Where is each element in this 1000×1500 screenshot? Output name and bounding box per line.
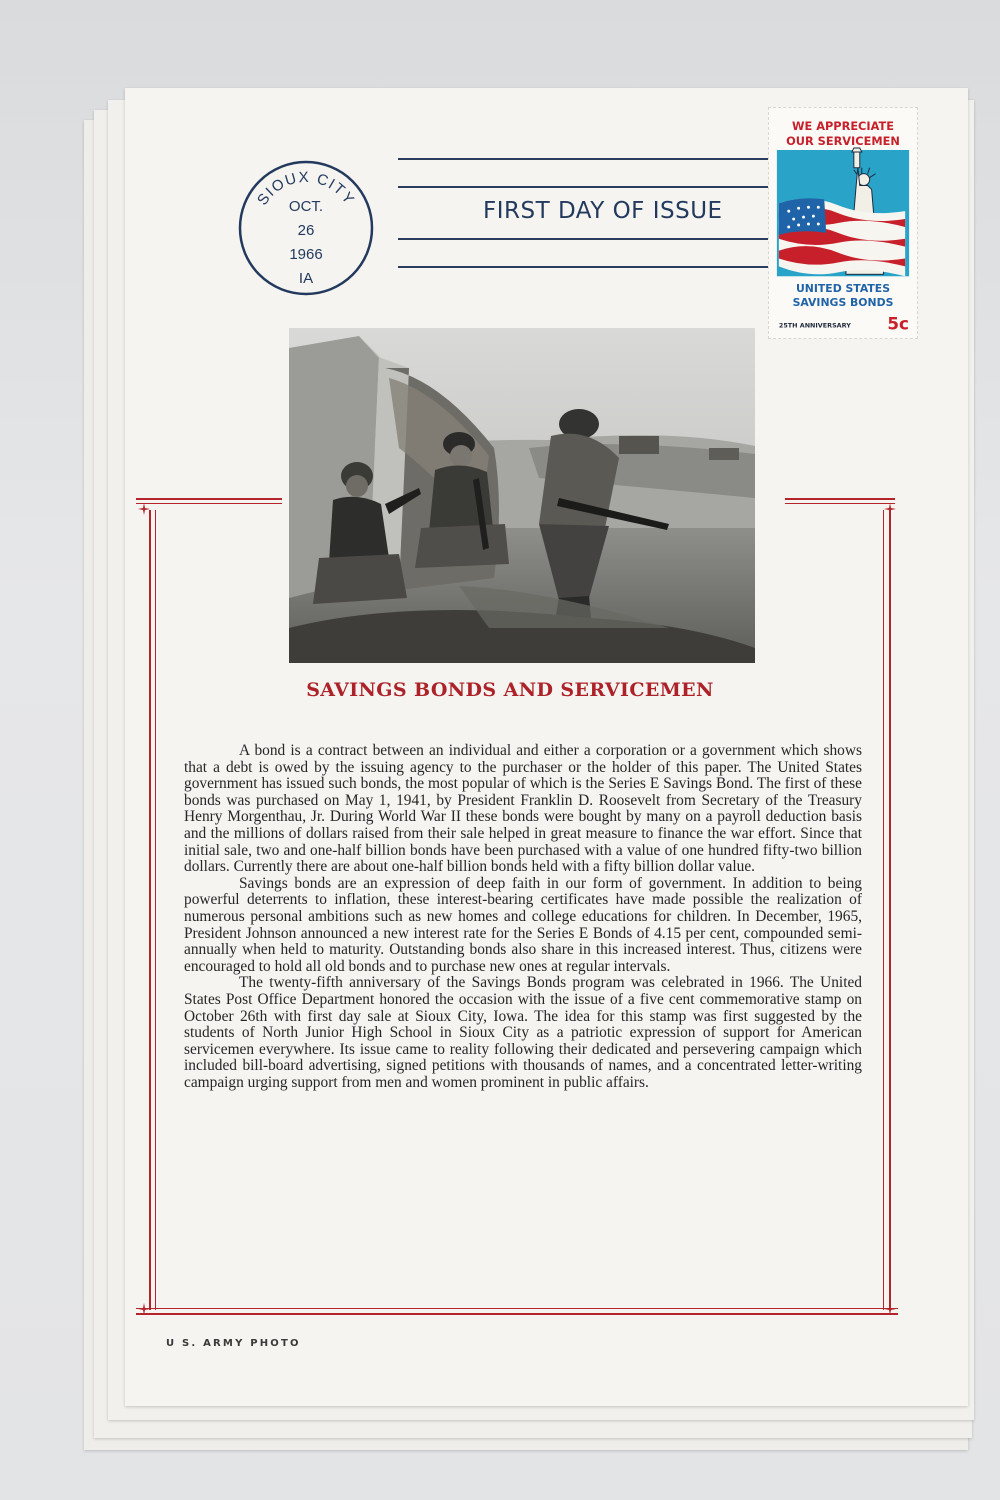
frame-left xyxy=(149,510,151,1310)
cancel-line xyxy=(398,238,800,240)
stamp-line1: WE APPRECIATE xyxy=(792,119,894,134)
soldiers-photo xyxy=(289,328,755,663)
commemorative-stamp xyxy=(768,107,918,339)
photo-credit: U S. ARMY PHOTO xyxy=(166,1338,301,1349)
stamp-anniversary: 25TH ANNIVERSARY xyxy=(778,321,851,330)
corner-ornament-icon xyxy=(138,503,150,515)
frame-right xyxy=(889,510,891,1310)
frame-top-right xyxy=(785,498,895,500)
article-title: SAVINGS BONDS AND SERVICEMEN xyxy=(306,679,714,701)
cancel-line xyxy=(398,158,800,160)
paragraph: A bond is a contract between an individual and either a corporation or a government which shows that a debt is owed by the issuing agency to the purchaser or the holder of this paper. The United States government has issued such bonds, the most popular of which is the Series E Savings Bond. The first of these bonds was purchased on May 1, 1941, by President Franklin D. Roosevelt from Secretary of the Treasury Henry Morgenthau, Jr. During World War II these bonds were bought by many on a payroll deduction basis and the millions of dollars raised from their sale helped in great measure to finance the war effort. Since that initial sale, two and one-half billion bonds have been purchased with a value of one hundred fifty-two billion dollars. Currently there are about one-half billion bonds held with a fifty billion dollar value. xyxy=(184,742,862,876)
cancel-line xyxy=(398,266,800,268)
paragraph: The twenty-fifth anniversary of the Savings Bonds program was celebrated in 1966. The United States Post Office Department honored the occasion with the issue of a five cent commemorative stamp on October 26th with first day sale at Sioux City, Iowa. The idea for this stamp was first suggested by the students of North Junior High School in Sioux City as a patriotic expression of support for American servicemen everywhere. Its issue came to reality following their dedicated and persevering campaign which included bill-board advertising, signed petitions with thousands of names, and a concentrated letter-writing campaign urging support from men and women prominent in public affairs. xyxy=(184,974,862,1091)
stamp-line2: OUR SERVICEMEN xyxy=(786,134,900,149)
first-day-of-issue-text: FIRST DAY OF ISSUE xyxy=(483,198,723,224)
frame-bottom-inner xyxy=(136,1308,898,1309)
postmark-city-text: SIOUX CITY xyxy=(254,168,358,209)
paragraph: Savings bonds are an expression of deep faith in our form of government. In addition to being powerful deterrents to inflation, these interest-bearing certificates have made possible the realization of numerous personal ambitions such as new homes and college educations for children. In December, 1965, President Johnson announced a new interest rate for the Series E Bonds of 4.15 per cent, compounded semi-annually when held to maturity. Outstanding bonds also share in this increased interest. Thus, citizens were encouraged to hold all old bonds and to purchase new ones at regular intervals. xyxy=(184,874,862,975)
frame-right-inner xyxy=(883,510,884,1310)
postmark-state: IA xyxy=(298,270,314,287)
stamp-value: 5c xyxy=(887,313,910,334)
cancel-line xyxy=(398,186,800,188)
stamp-line4: SAVINGS BONDS xyxy=(792,295,894,309)
postmark-year: 1966 xyxy=(289,246,323,263)
corner-ornament-icon xyxy=(138,1303,150,1315)
article-body xyxy=(184,743,862,1091)
frame-bottom xyxy=(136,1313,898,1315)
postmark-day: 26 xyxy=(297,222,315,239)
postmark-month: OCT. xyxy=(288,198,324,215)
stamp-line3: UNITED STATES xyxy=(795,282,891,296)
frame-top-left-inner xyxy=(136,503,282,504)
postmark xyxy=(237,159,375,297)
corner-ornament-icon xyxy=(884,503,896,515)
corner-ornament-icon xyxy=(884,1303,896,1315)
frame-top-left xyxy=(136,498,282,500)
frame-top-right-inner xyxy=(785,503,895,504)
frame-left-inner xyxy=(155,510,156,1310)
